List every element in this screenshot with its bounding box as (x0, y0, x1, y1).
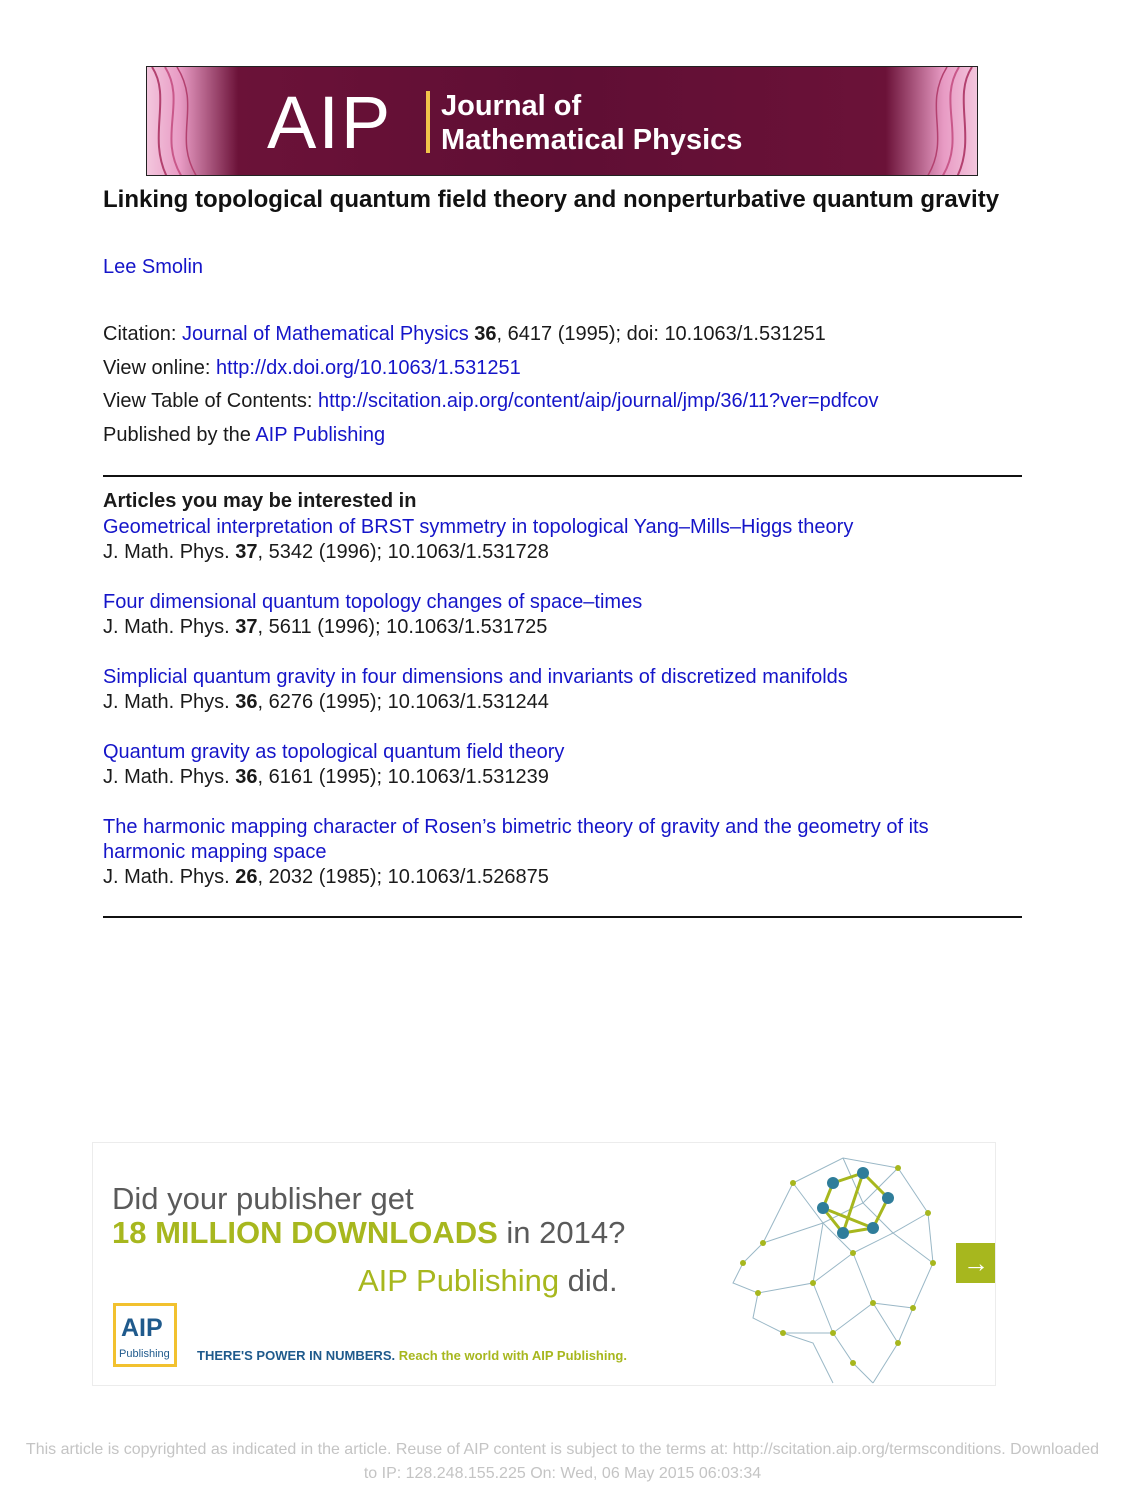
journal-name (441, 89, 742, 157)
related-item (103, 740, 1003, 790)
view-online-line (103, 357, 521, 380)
related-title-link[interactable]: Quantum gravity as topological quantum field theory (103, 741, 565, 763)
ad-line-3: AIP Publishing did. (358, 1263, 618, 1298)
related-item (103, 590, 1003, 640)
related-item (103, 665, 1003, 715)
footer-line-1: This article is copyrighted as indicated in the article. Reuse of AIP content is subject to the terms at: http://scitation.aip.org/termsconditions. Downloaded (25, 1441, 1100, 1458)
related-citation: J. Math. Phys. 26, 2032 (1985); 10.1063/1.526875 (103, 866, 549, 888)
publisher-link[interactable]: AIP Publishing (255, 424, 386, 446)
related-title-link[interactable]: Four dimensional quantum topology changes of space–times (103, 591, 643, 613)
divider-bottom (103, 916, 1022, 918)
banner-swirl-right (897, 67, 977, 176)
related-citation: J. Math. Phys. 36, 6161 (1995); 10.1063/1.531239 (103, 766, 549, 788)
ad-line-1: Did your publisher get (112, 1181, 414, 1216)
aip-publishing-logo: AIP Publishing (113, 1303, 177, 1367)
toc-label: View Table of Contents: (103, 390, 313, 412)
journal-name-line2: Mathematical Physics (441, 124, 743, 156)
aip-logo: AIP (267, 81, 393, 164)
article-title: Linking topological quantum field theory and nonperturbative quantum gravity (103, 186, 1000, 213)
toc-line (103, 390, 879, 413)
footer-line-2: to IP: 128.248.155.225 On: Wed, 06 May 2015 06:03:34 (363, 1465, 762, 1482)
published-line (103, 424, 385, 447)
related-citation: J. Math. Phys. 36, 6276 (1995); 10.1063/1.531244 (103, 691, 549, 713)
citation-line (103, 323, 826, 346)
copyright-footer (0, 1438, 1125, 1486)
published-label: Published by the (103, 424, 251, 446)
related-title-link[interactable]: Simplicial quantum gravity in four dimensions and invariants of discretized manifolds (103, 666, 848, 688)
related-citation: J. Math. Phys. 37, 5611 (1996); 10.1063/1.531725 (103, 616, 548, 638)
journal-name-line1: Journal of (441, 90, 582, 122)
journal-banner (146, 66, 978, 176)
banner-swirl-left (147, 67, 227, 176)
ad-line-2: 18 MILLION DOWNLOADS in 2014? (112, 1215, 626, 1250)
divider-top (103, 475, 1022, 477)
network-head-illustration (723, 1143, 953, 1386)
author-link[interactable]: Lee Smolin (103, 256, 204, 278)
toc-link[interactable]: http://scitation.aip.org/content/aip/journal/jmp/36/11?ver=pdfcov (317, 390, 879, 412)
related-title-link[interactable]: The harmonic mapping character of Rosen’s bimetric theory of gravity and the geometry of its harmonic mapping space (103, 816, 929, 863)
related-heading: Articles you may be interested in (103, 490, 417, 512)
citation-label: Citation: (103, 323, 177, 345)
ad-arrow-icon[interactable]: → (956, 1243, 996, 1283)
related-item (103, 515, 1003, 565)
banner-divider (426, 91, 430, 153)
ad-tagline: THERE'S POWER IN NUMBERS. Reach the world with AIP Publishing. (197, 1348, 627, 1363)
related-item (103, 815, 983, 890)
view-online-link[interactable]: http://dx.doi.org/10.1063/1.531251 (216, 357, 521, 379)
advertisement-banner[interactable] (92, 1142, 996, 1386)
view-online-label: View online: (103, 357, 211, 379)
related-title-link[interactable]: Geometrical interpretation of BRST symmetry in topological Yang–Mills–Higgs theory (103, 516, 854, 538)
citation-details: , 6417 (1995); doi: 10.1063/1.531251 (496, 323, 826, 345)
citation-volume: 36 (474, 323, 497, 345)
citation-journal-link[interactable]: Journal of Mathematical Physics (181, 323, 469, 345)
related-citation: J. Math. Phys. 37, 5342 (1996); 10.1063/1.531728 (103, 541, 549, 563)
